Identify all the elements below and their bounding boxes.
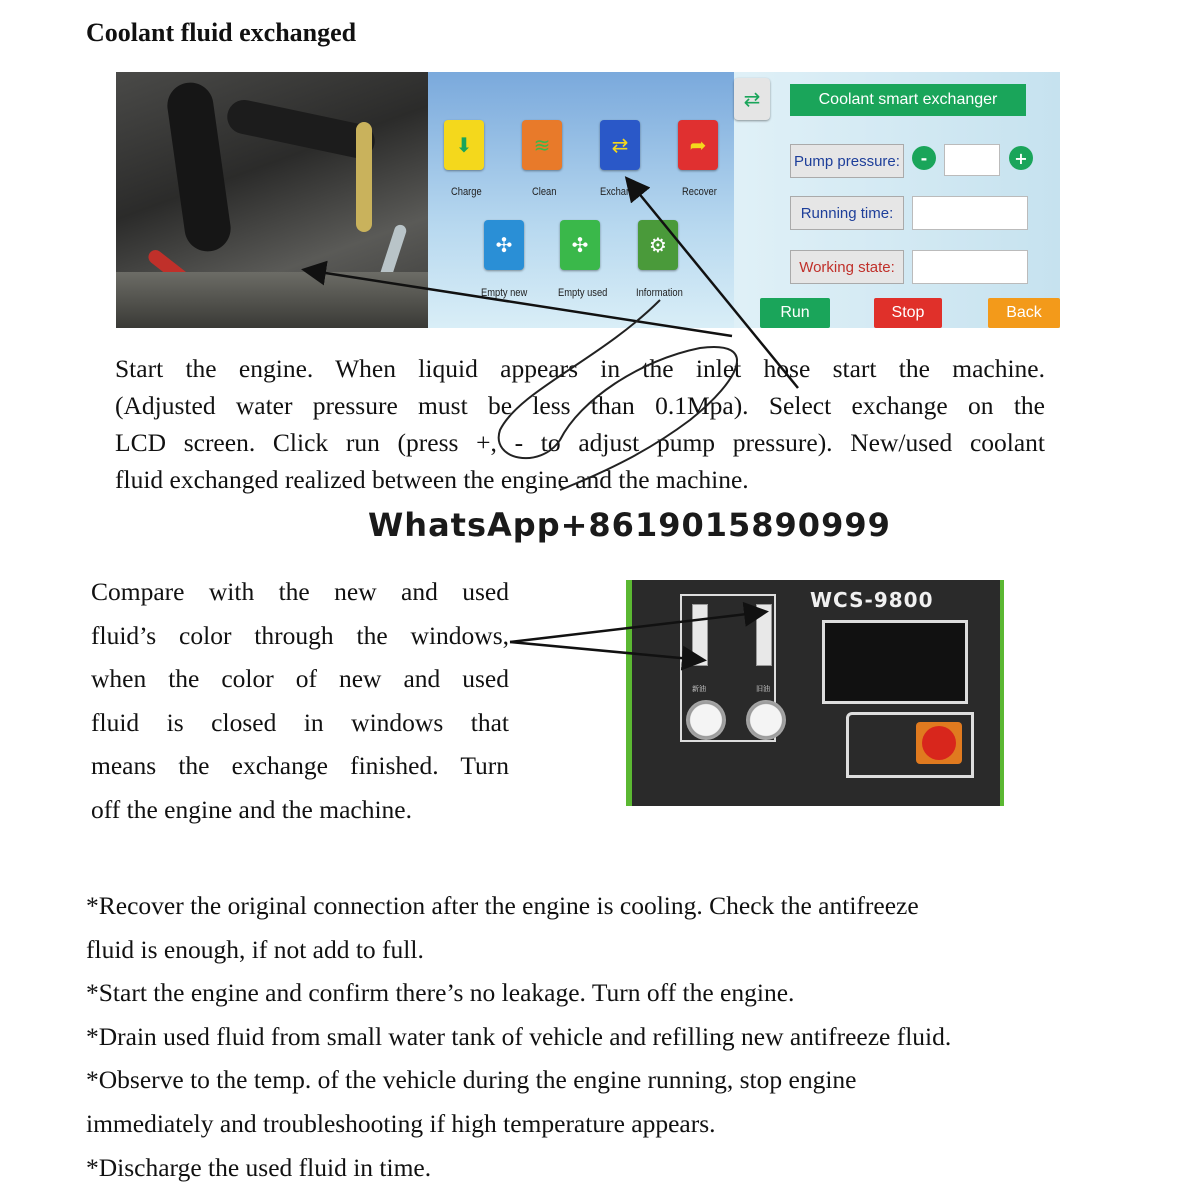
step-two-line: fluid is closed in windows that (91, 707, 509, 737)
exchange-arrows-icon: ⇄ (611, 133, 629, 157)
note-line: *Discharge the used fluid in time. (86, 1152, 432, 1182)
clean-label: Clean (532, 186, 557, 198)
new-fluid-label: 新油 (692, 685, 706, 693)
exchange-logo-icon: ⇄ (734, 78, 770, 120)
window-arrow-top (510, 612, 764, 642)
step-one-line: fluid exchanged realized between the engine and the machine. (115, 465, 749, 494)
empty-used-label: Empty used (558, 287, 608, 299)
screen-header: Coolant smart exchanger (790, 84, 1026, 116)
window-arrow-bottom (510, 642, 702, 660)
working-state-label: Working state: (790, 250, 904, 284)
step-two-line: means the exchange finished. Turn (91, 751, 509, 781)
note-line: immediately and troubleshooting if high temperature appears. (86, 1108, 716, 1138)
running-time-label: Running time: (790, 196, 904, 230)
gear-icon: ⚙ (649, 233, 667, 257)
note-line: *Start the engine and confirm there’s no leakage. Turn off the engine. (86, 978, 795, 1008)
information-label: Information (636, 287, 683, 299)
recover-label: Recover (682, 186, 717, 198)
exchange-arrow (628, 180, 798, 388)
note-line: *Observe to the temp. of the vehicle during the engine running, stop engine (86, 1065, 857, 1095)
note-line: *Recover the original connection after the engine is cooling. Check the antifreeze (86, 891, 919, 920)
used-fluid-label: 旧油 (756, 685, 770, 693)
pressure-plus-button[interactable]: + (1009, 146, 1033, 170)
stop-button[interactable]: Stop (874, 298, 942, 328)
step-two-line: fluid’s color through the windows, (91, 620, 509, 650)
step-one-line: Start the engine. When liquid appears in the inlet hose start the machine. (115, 354, 1045, 383)
download-arrow-icon: ⬇ (455, 133, 473, 157)
charge-label: Charge (451, 186, 482, 198)
notes-list (86, 884, 1086, 1189)
waves-icon: ≋ (533, 133, 551, 157)
step-one-line: (Adjusted water pressure must be less than 0.1Mpa). Select exchange on the (115, 391, 1045, 420)
step-one-line: LCD screen. Click run (press +, - to adjust pump pressure). New/used coolant (115, 428, 1045, 457)
exchange-label: Exchange (600, 186, 642, 198)
pump-pressure-label: Pump pressure: (790, 144, 904, 178)
note-line: fluid is enough, if not add to full. (86, 934, 424, 964)
machine-model: WCS-9800 (810, 588, 934, 612)
step-two-line: when the color of new and used (91, 664, 509, 694)
hose-arrow (306, 270, 732, 336)
signature-scribble (499, 300, 737, 490)
recover-arrow-icon: ➦ (689, 133, 707, 157)
run-button[interactable]: Run (760, 298, 830, 328)
whatsapp-watermark: WhatsApp+8619015890999 (368, 506, 891, 544)
step-two-line: Compare with the new and used (91, 577, 509, 606)
fan-icon: ✣ (495, 233, 513, 257)
fan-icon: ✣ (571, 233, 589, 257)
page-title: Coolant fluid exchanged (86, 18, 357, 47)
pressure-minus-button[interactable]: - (912, 146, 936, 170)
back-button[interactable]: Back (988, 298, 1060, 328)
note-line: *Drain used fluid from small water tank of vehicle and refilling new antifreeze fluid. (86, 1021, 952, 1051)
step-two-line: off the engine and the machine. (91, 794, 412, 824)
empty-new-label: Empty new (481, 287, 528, 299)
